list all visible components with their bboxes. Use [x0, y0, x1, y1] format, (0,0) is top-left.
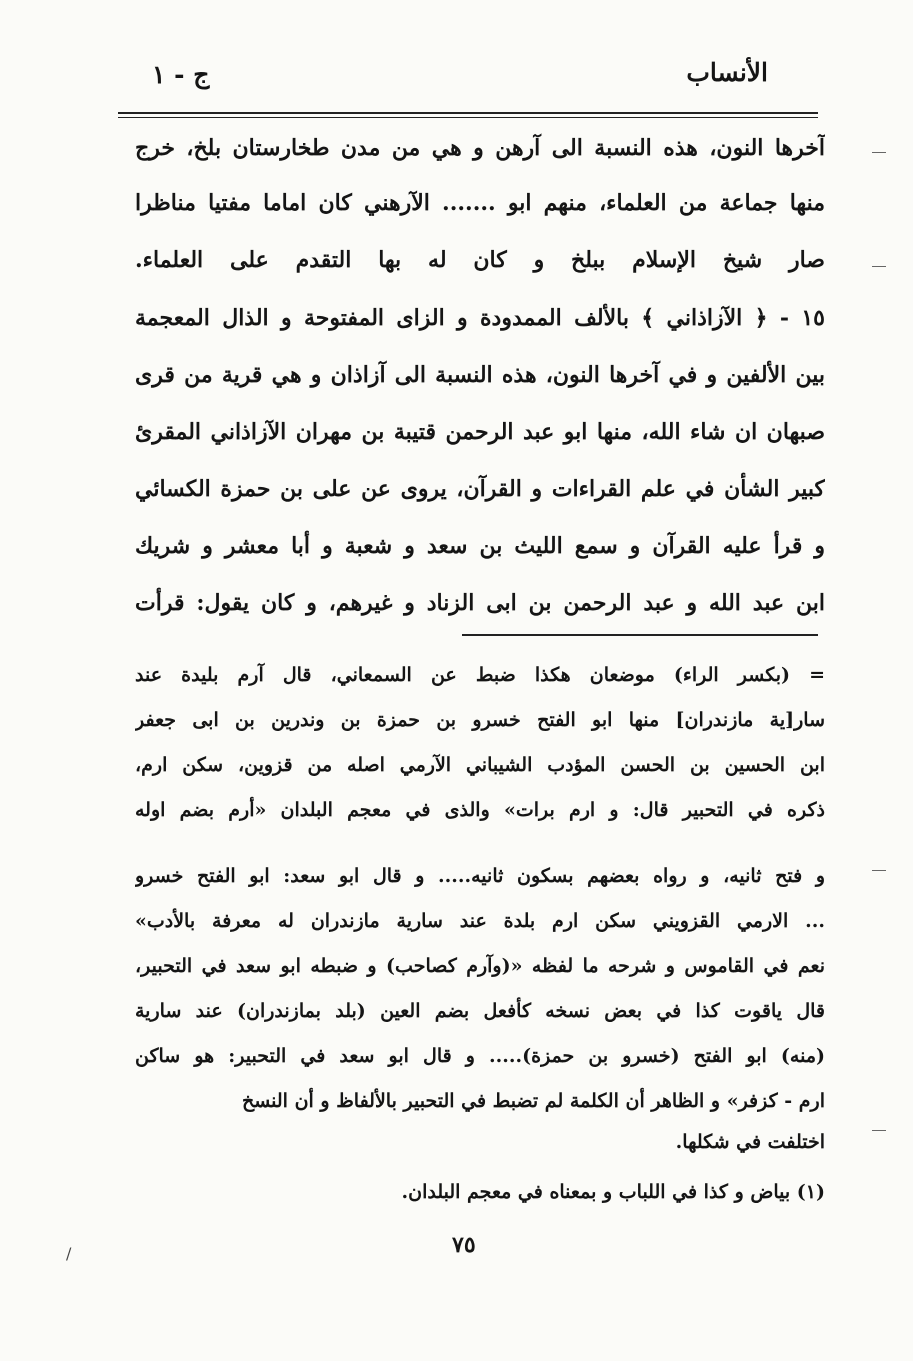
margin-mark [872, 870, 886, 871]
footnote-line: (منه) ابو الفتح (خسرو بن حمزة)..... و قال ابو سعد في التحبير: هو ساكن [135, 1045, 825, 1067]
footnote-rule [462, 634, 818, 636]
text-line: صار شيخ الإسلام ببلخ و كان له بها التقدم على العلماء. [135, 247, 825, 273]
page-number: ٧٥ [452, 1232, 476, 1258]
header-rule-thin [118, 117, 818, 118]
footnote-line: ... الارمي القزويني سكن ارم بلدة عند سارية مازندران له معرفة بالأدب» [135, 910, 825, 932]
text-line: كبير الشأن في علم القراءات و القرآن، يروى عن على بن حمزة الكسائي [135, 476, 825, 502]
text-line: ابن عبد الله و عبد الرحمن بن ابى الزناد و غيرهم، و كان يقول: قرأت [135, 590, 825, 616]
footnote-item: (١) بياض و كذا في اللباب و بمعناه في معجم البلدان. [401, 1181, 825, 1203]
footnote-line: قال ياقوت كذا في بعض نسخه كأفعل بضم العين (بلد بمازندران) عند سارية [135, 1000, 825, 1022]
footnote-line: سار[ية مازندران] منها ابو الفتح خسرو بن حمزة بن وندرين بن ابى جعفر [135, 709, 825, 731]
running-title: الأنساب [686, 58, 768, 87]
margin-mark [872, 266, 886, 267]
margin-mark [872, 152, 886, 153]
margin-slash-mark: / [66, 1244, 72, 1263]
footnote-line: = (بكسر الراء) موضعان هكذا ضبط عن السمعاني، قال آرم بليدة عند [135, 664, 825, 686]
margin-mark [872, 1130, 886, 1131]
footnote-line: اختلفت في شكلها. [675, 1131, 825, 1153]
header-rule [118, 112, 818, 114]
text-line: و قرأ عليه القرآن و سمع الليث بن سعد و شعبة و أبا معشر و شريك [135, 533, 825, 559]
footnote-line: نعم في القاموس و شرحه ما لفظه «(وآرم كصاحب) و ضبطه ابو سعد في التحبير، [135, 955, 825, 977]
volume-label: ج - ١ [152, 60, 210, 89]
text-line: صبهان ان شاء الله، منها ابو عبد الرحمن قتيبة بن مهران الآزاذاني المقرئ [135, 419, 825, 445]
entry-heading-line: ١٥ - ﴿ الآزاذاني ﴾ بالألف الممدودة و الزاى المفتوحة و الذال المعجمة [135, 305, 825, 331]
text-line: بين الألفين و في آخرها النون، هذه النسبة الى آزاذان و هي قرية من قرى [135, 362, 825, 388]
text-line: منها جماعة من العلماء، منهم ابو ....... الآرهني كان اماما مفتيا مناظرا [135, 190, 825, 216]
footnote-line: ابن الحسين بن الحسن المؤدب الشيباني الآرمي اصله من قزوين، سكن ارم، [135, 754, 825, 776]
footnote-line: و فتح ثانيه، و رواه بعضهم بسكون ثانيه..... و قال ابو سعد: ابو الفتح خسرو [135, 865, 825, 887]
footnote-line: ذكره في التحبير قال: و ارم برات» والذى في معجم البلدان «أرم بضم اوله [135, 799, 825, 821]
text-line: آخرها النون، هذه النسبة الى آرهن و هي من مدن طخارستان بلخ، خرج [135, 135, 825, 161]
footnote-line: ارم - كزفر» و الظاهر أن الكلمة لم تضبط في التحبير بالألفاظ و أن النسخ [241, 1090, 825, 1112]
